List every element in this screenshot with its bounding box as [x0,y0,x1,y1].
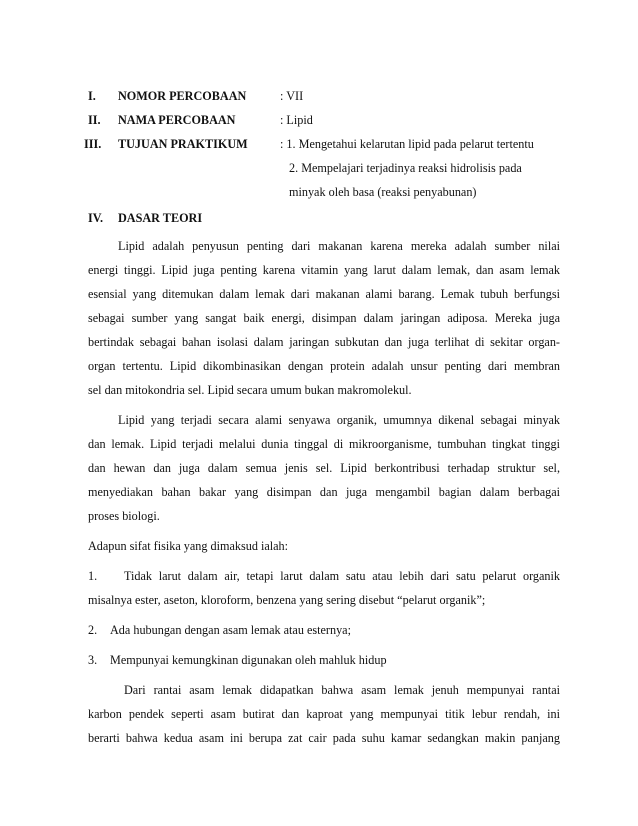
section-3-goal-2-cont: minyak oleh basa (reaksi penyabunan) [289,185,477,199]
list-item-number: 1. [88,569,98,583]
paragraph-1-line: esensial yang ditemukan dalam lemak dari makanan alami barang. Lemak tubuh berfungsi [88,287,560,301]
paragraph-2-line: dan hewan dan juga dalam semua jenis sel. Lipid berkontribusi terhadap struktur sel, [88,461,560,475]
paragraph-1-line: sebagai sumber yang sangat baik energi, disimpan dalam jaringan adiposa. Mereka juga [88,311,560,325]
paragraph-1-line: organ tertentu. Lipid dikombinasikan dengan protein adalah unsur penting dari membran [88,359,560,373]
list-item-text: Tidak larut dalam air, tetapi larut dalam satu atau lebih dari satu pelarut organik [124,569,560,583]
section-1-number: I. [88,89,96,103]
section-3-goal-2: 2. Mempelajari terjadinya reaksi hidrolisis pada [289,161,522,175]
properties-intro: Adapun sifat fisika yang dimaksud ialah: [88,539,289,553]
paragraph-1-line: Lipid adalah penyusun penting dari makanan karena mereka adalah sumber nilai [118,239,560,253]
list-item-text: Ada hubungan dengan asam lemak atau esternya; [110,623,351,637]
paragraph-2-line: Lipid yang terjadi secara alami senyawa organik, umumnya dikenal sebagai minyak [118,413,560,427]
paragraph-2-line: dan lemak. Lipid terjadi melalui dunia tinggal di mikroorganisme, tumbuhan tingkat tinggi [88,437,560,451]
section-4-number: IV. [88,211,104,225]
section-3-label: TUJUAN PRAKTIKUM [118,137,248,151]
paragraph-1-line: sel dan mitokondria sel. Lipid secara umum bukan makromolekul. [88,383,412,397]
section-2-number: II. [88,113,101,127]
section-3-value: : 1. Mengetahui kelarutan lipid pada pelarut tertentu [280,137,534,151]
section-2-label: NAMA PERCOBAAN [118,113,236,127]
paragraph-2-line: proses biologi. [88,509,160,523]
paragraph-3-line: karbon pendek seperti asam butirat dan kaproat yang mempunyai titik lebur rendah, ini [88,707,560,721]
section-2-value: : Lipid [280,113,313,127]
paragraph-1-line: bertindak sebagai bahan isolasi dalam jaringan subkutan dan juga terlihat di sekitar organ- [88,335,560,349]
paragraph-2-line: menyediakan bahan bakar yang disimpan dan juga mengambil bagian dalam berbagai [88,485,560,499]
list-item-number: 3. [88,653,98,667]
paragraph-3-line: berarti bahwa kedua asam ini berupa zat cair pada suhu kamar sedangkan makin panjang [88,731,560,745]
section-1-label: NOMOR PERCOBAAN [118,89,247,103]
section-1-value: : VII [280,89,304,103]
paragraph-3-line: Dari rantai asam lemak didapatkan bahwa asam lemak jenuh mempunyai rantai [124,683,560,697]
list-item-text: misalnya ester, aseton, kloroform, benzena yang sering disebut “pelarut organik”; [88,593,486,607]
list-item-text: Mempunyai kemungkinan digunakan oleh mahluk hidup [110,653,387,667]
list-item-number: 2. [88,623,98,637]
section-3-number: III. [84,137,102,151]
section-4-label: DASAR TEORI [118,211,203,225]
paragraph-1-line: energi tinggi. Lipid juga penting karena vitamin yang larut dalam lemak, dan asam lemak [88,263,560,277]
